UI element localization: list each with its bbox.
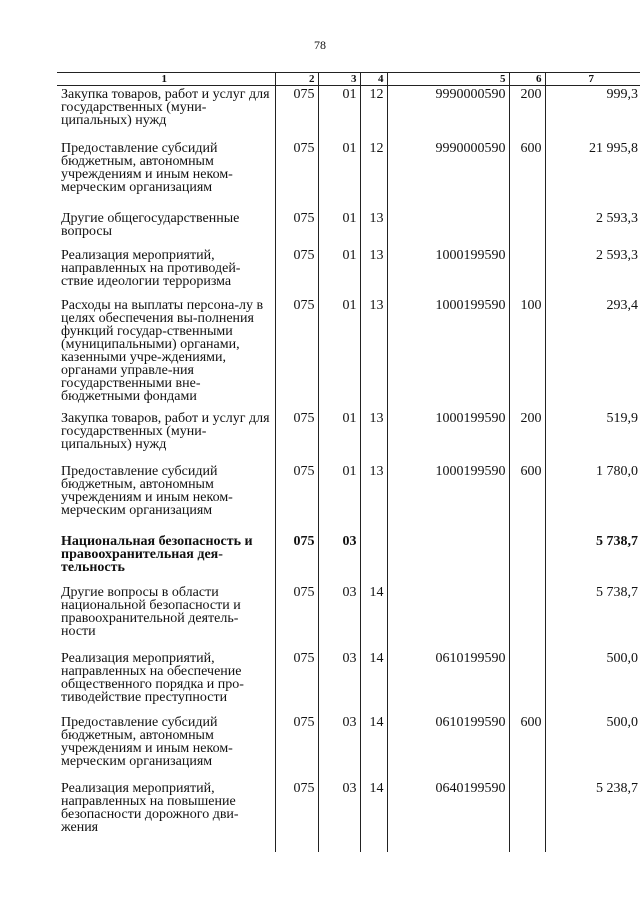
row-name: Закупка товаров, работ и услуг для государственных (муни-ципальных) нужд [61, 87, 270, 128]
row-amount: 500,0 [545, 714, 640, 780]
row-code-subsection: 13 [360, 463, 387, 533]
table-row [57, 140, 640, 210]
column-header-1: 1 [57, 73, 275, 86]
row-code-expense-type: 200 [509, 410, 545, 463]
row-code-target [387, 533, 509, 584]
row-name: Предоставление субсидий бюджетным, автономным учреждениям и иным неком-мерческим организациям [61, 463, 233, 518]
row-code-ministry: 075 [275, 714, 318, 780]
column-header-6: 6 [509, 73, 545, 86]
row-code-target [387, 210, 509, 247]
row-code-ministry: 075 [275, 297, 318, 410]
row-code-target: 1000199590 [387, 463, 509, 533]
row-code-ministry: 075 [275, 463, 318, 533]
row-code-ministry: 075 [275, 410, 318, 463]
page-number: 78 [314, 38, 326, 52]
table-row [57, 410, 640, 463]
row-code-target: 0610199590 [387, 714, 509, 780]
row-amount: 2 593,3 [545, 210, 640, 247]
table-row [57, 210, 640, 247]
row-code-expense-type: 600 [509, 463, 545, 533]
row-code-subsection: 12 [360, 140, 387, 210]
row-name: Расходы на выплаты персона-лу в целях обеспечения вы-полнения функций государ-ственными (муниципальными) органами, казенными учре-ждениями, органами управле-ния государственными вне-бюджетными фондами [61, 297, 264, 404]
row-name: Другие вопросы в области национальной безопасности и правоохранительной деятель-ности [61, 584, 241, 639]
row-code-expense-type [509, 584, 545, 650]
row-code-target: 9990000590 [387, 86, 509, 140]
table-row [57, 463, 640, 533]
row-code-target: 0610199590 [387, 650, 509, 714]
row-code-subsection: 12 [360, 86, 387, 140]
row-code-subsection: 13 [360, 297, 387, 410]
column-header-2: 2 [275, 73, 318, 86]
row-code-subsection [360, 533, 387, 584]
row-amount: 21 995,8 [545, 140, 640, 210]
row-code-subsection: 13 [360, 247, 387, 297]
row-code-target: 1000199590 [387, 297, 509, 410]
row-amount: 293,4 [545, 297, 640, 410]
row-code-expense-type: 600 [509, 140, 545, 210]
budget-table [57, 72, 640, 852]
row-code-target [387, 584, 509, 650]
row-code-section: 01 [318, 410, 360, 463]
row-code-section: 01 [318, 297, 360, 410]
table-row [57, 650, 640, 714]
row-code-section: 01 [318, 86, 360, 140]
row-code-ministry: 075 [275, 210, 318, 247]
row-amount: 2 593,3 [545, 247, 640, 297]
table-header-row [57, 73, 640, 86]
column-header-5: 5 [387, 73, 509, 86]
table-row [57, 584, 640, 650]
row-code-section: 03 [318, 650, 360, 714]
row-code-target: 9990000590 [387, 140, 509, 210]
row-name: Реализация мероприятий, направленных на обеспечение общественного порядка и про-тиводействие преступности [61, 650, 244, 705]
column-header-3: 3 [318, 73, 360, 86]
row-code-target: 0640199590 [387, 780, 509, 852]
row-code-ministry: 075 [275, 247, 318, 297]
row-amount: 5 738,7 [545, 533, 640, 584]
row-code-expense-type [509, 780, 545, 852]
row-code-expense-type [509, 650, 545, 714]
row-amount: 519,9 [545, 410, 640, 463]
row-name: Другие общегосударственные вопросы [61, 210, 240, 239]
row-code-subsection: 14 [360, 584, 387, 650]
row-code-ministry: 075 [275, 780, 318, 852]
row-code-section: 01 [318, 247, 360, 297]
row-code-target: 1000199590 [387, 410, 509, 463]
row-code-ministry: 075 [275, 140, 318, 210]
row-code-target: 1000199590 [387, 247, 509, 297]
row-code-expense-type: 600 [509, 714, 545, 780]
row-code-expense-type: 200 [509, 86, 545, 140]
row-code-section: 03 [318, 584, 360, 650]
table-row [57, 780, 640, 852]
row-code-section: 03 [318, 714, 360, 780]
row-code-subsection: 14 [360, 780, 387, 852]
table-row [57, 247, 640, 297]
row-code-section: 03 [318, 533, 360, 584]
row-name: Реализация мероприятий, направленных на повышение безопасности дорожного дви-жения [61, 780, 239, 835]
row-code-ministry: 075 [275, 584, 318, 650]
row-name: Национальная безопасность и правоохранительная дея-тельность [61, 533, 253, 575]
table-row [57, 533, 640, 584]
row-code-expense-type [509, 533, 545, 584]
row-name: Предоставление субсидий бюджетным, автономным учреждениям и иным неком-мерческим организациям [61, 140, 233, 195]
column-header-4: 4 [360, 73, 387, 86]
column-header-7: 7 [545, 73, 640, 86]
row-code-expense-type: 100 [509, 297, 545, 410]
row-code-subsection: 14 [360, 650, 387, 714]
table-row [57, 714, 640, 780]
row-amount: 1 780,0 [545, 463, 640, 533]
row-code-ministry: 075 [275, 533, 318, 584]
row-amount: 999,3 [545, 86, 640, 140]
row-amount: 5 738,7 [545, 584, 640, 650]
row-name: Закупка товаров, работ и услуг для государственных (муни-ципальных) нужд [61, 410, 270, 452]
row-code-expense-type [509, 247, 545, 297]
table-row [57, 86, 640, 140]
row-code-section: 01 [318, 463, 360, 533]
row-code-subsection: 14 [360, 714, 387, 780]
row-code-ministry: 075 [275, 650, 318, 714]
row-code-ministry: 075 [275, 86, 318, 140]
row-amount: 5 238,7 [545, 780, 640, 852]
row-amount: 500,0 [545, 650, 640, 714]
row-code-section: 01 [318, 140, 360, 210]
table-row [57, 297, 640, 410]
row-code-subsection: 13 [360, 210, 387, 247]
row-code-subsection: 13 [360, 410, 387, 463]
row-name: Реализация мероприятий, направленных на противодей-ствие идеологии терроризма [61, 247, 241, 289]
row-name: Предоставление субсидий бюджетным, автономным учреждениям и иным неком-мерческим организациям [61, 714, 233, 769]
row-code-section: 01 [318, 210, 360, 247]
row-code-expense-type [509, 210, 545, 247]
row-code-section: 03 [318, 780, 360, 852]
